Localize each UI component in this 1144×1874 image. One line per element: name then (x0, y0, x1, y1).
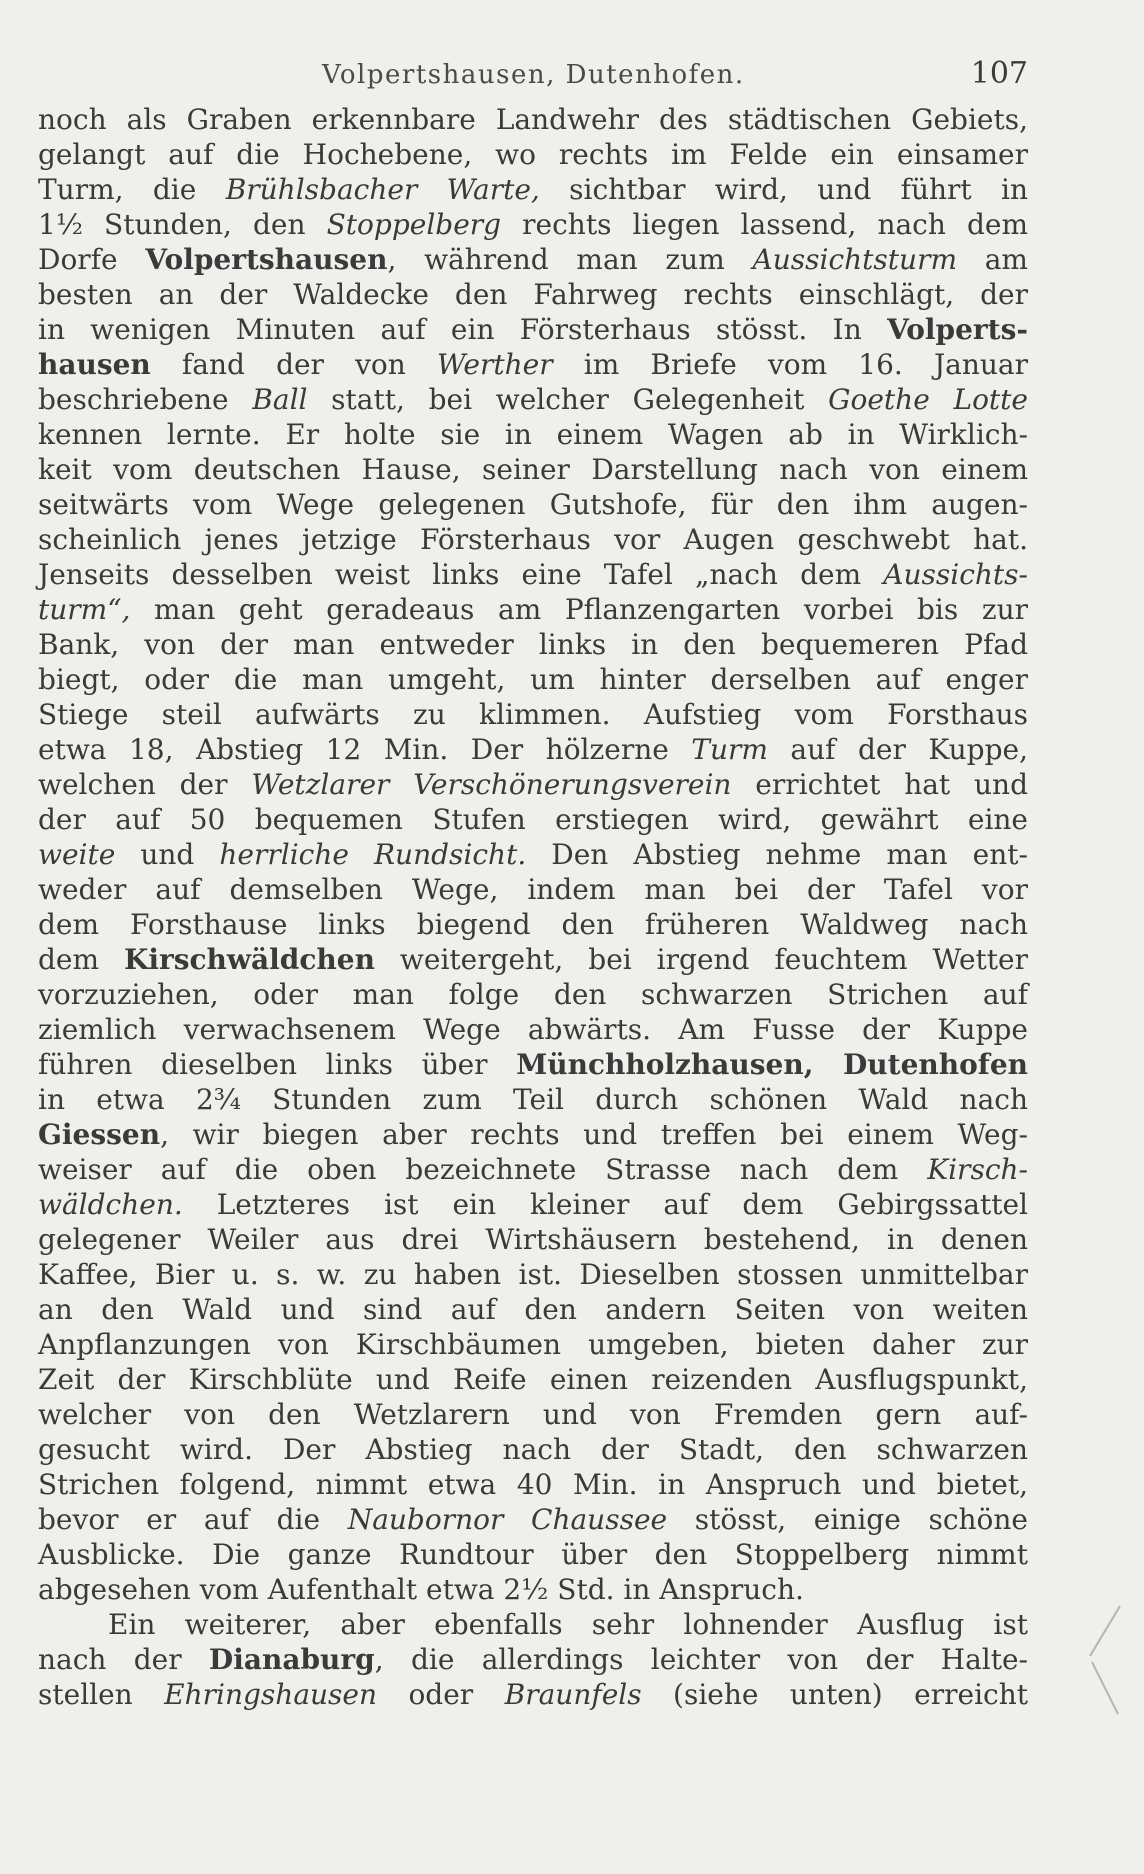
text-line (38, 1187, 1028, 1222)
text-segment: am (957, 243, 1028, 276)
italic-term: Stoppelberg (326, 208, 502, 241)
text-segment: , während man zum (387, 243, 753, 276)
text-segment: , wir biegen aber rechts und treffen bei einem Weg- (160, 1118, 1028, 1151)
italic-term: turm“, (38, 593, 131, 626)
bold-place-name: Kirschwäldchen (124, 943, 375, 976)
running-title: Volpertshausen, Dutenhofen. (322, 60, 745, 90)
text-segment: noch als Graben erkennbare Landwehr des städtischen Gebiets, (38, 103, 1028, 136)
italic-term: Wetzlarer Verschönerungsverein (251, 768, 732, 801)
text-line (38, 662, 1028, 697)
text-segment: in wenigen Minuten auf ein Försterhaus stösst. In (38, 313, 888, 346)
text-segment: dem Forsthause links biegend den früheren Waldweg nach (38, 908, 1028, 941)
text-segment: weder auf demselben Wege, indem man bei der Tafel vor (38, 873, 1028, 906)
text-segment: keit vom deutschen Hause, seiner Darstellung nach von einem (38, 453, 1028, 486)
italic-term: Turm (691, 733, 768, 766)
text-line (38, 557, 1028, 592)
text-segment: gelangt auf die Hochebene, wo rechts im Felde ein einsamer (38, 138, 1028, 171)
text-segment: (siehe unten) erreicht (641, 1678, 1028, 1711)
text-segment: fand der von (150, 348, 437, 381)
text-segment: gesucht wird. Der Abstieg nach der Stadt, den schwarzen (38, 1433, 1028, 1466)
text-line (38, 1152, 1028, 1187)
italic-term: Goethe Lotte (828, 383, 1029, 416)
text-segment: etwa 18, Abstieg 12 Min. Der hölzerne (38, 733, 692, 766)
page-body-text (38, 102, 1028, 1712)
italic-term: Kirsch- (927, 1153, 1028, 1186)
page-number: 107 (970, 56, 1028, 91)
italic-term: Brühlsbacher Warte, (225, 173, 540, 206)
text-line (38, 1467, 1028, 1502)
text-segment: in etwa 2¾ Stunden zum Teil durch schönen Wald nach (38, 1083, 1028, 1116)
text-line (38, 242, 1028, 277)
text-line (38, 977, 1028, 1012)
page-header (38, 56, 1028, 102)
bold-place-name: hausen (38, 348, 151, 381)
text-segment: beschriebene (38, 383, 253, 416)
text-segment: Anpflanzungen von Kirschbäumen umgeben, bieten daher zur (38, 1328, 1028, 1361)
text-segment: Den Abstieg nehme man ent- (526, 838, 1028, 871)
bold-place-name: Volpertshausen (145, 243, 388, 276)
text-segment: rechts liegen lassend, nach dem (501, 208, 1028, 241)
text-line (38, 627, 1028, 662)
text-segment: Stiege steil aufwärts zu klimmen. Aufstieg vom Forsthaus (38, 698, 1028, 731)
text-segment: oder (377, 1678, 505, 1711)
pencil-mark-icon (1084, 1602, 1124, 1732)
text-segment: man geht geradeaus am Pflanzengarten vorbei bis zur (130, 593, 1028, 626)
text-segment: welchen der (38, 768, 252, 801)
text-segment: bevor er auf die (38, 1503, 348, 1536)
italic-term: Aussichtsturm (752, 243, 958, 276)
book-page (38, 56, 1028, 1712)
text-line (38, 767, 1028, 802)
text-segment: Dorfe (38, 243, 146, 276)
text-segment: 1½ Stunden, den (38, 208, 327, 241)
text-line (38, 1362, 1028, 1397)
text-line (38, 872, 1028, 907)
text-line (38, 312, 1028, 347)
italic-term: Braunfels (504, 1678, 642, 1711)
text-segment: im Briefe vom 16. Januar (552, 348, 1029, 381)
text-segment: nach der (38, 1643, 209, 1676)
italic-term: Ball (252, 383, 308, 416)
italic-term: weite (38, 838, 116, 871)
text-segment: Kaffee, Bier u. s. w. zu haben ist. Dieselben stossen unmittelbar (38, 1258, 1028, 1291)
text-line (38, 522, 1028, 557)
italic-term: Werther (436, 348, 553, 381)
italic-term: Aussichts- (883, 558, 1028, 591)
text-line (38, 1327, 1028, 1362)
text-line (38, 172, 1028, 207)
text-line (38, 1047, 1028, 1082)
text-line (38, 207, 1028, 242)
margin-pencil-mark (1084, 1602, 1124, 1732)
text-segment: vorzuziehen, oder man folge den schwarzen Strichen auf (38, 978, 1028, 1011)
text-line (38, 802, 1028, 837)
text-line (38, 1642, 1028, 1677)
text-line (38, 1572, 1028, 1607)
bold-place-name: Volperts- (887, 313, 1028, 346)
text-segment: Strichen folgend, nimmt etwa 40 Min. in Anspruch und bietet, (38, 1468, 1028, 1501)
text-segment: weiser auf die oben bezeichnete Strasse nach dem (38, 1153, 928, 1186)
text-line (38, 1082, 1028, 1117)
text-segment: Letzteres ist ein kleiner auf dem Gebirgssattel (182, 1188, 1028, 1221)
text-line (38, 1222, 1028, 1257)
text-segment: weitergeht, bei irgend feuchtem Wetter (374, 943, 1028, 976)
text-line (38, 1677, 1028, 1712)
text-segment: ziemlich verwachsenem Wege abwärts. Am Fusse der Kuppe (38, 1013, 1028, 1046)
text-line (38, 1117, 1028, 1152)
text-line (38, 382, 1028, 417)
text-line (38, 1537, 1028, 1572)
italic-term: herrliche Rundsicht. (219, 838, 527, 871)
text-segment: seitwärts vom Wege gelegenen Gutshofe, für den ihm augen- (38, 488, 1028, 521)
text-segment: sichtbar wird, und führt in (539, 173, 1029, 206)
text-line (38, 452, 1028, 487)
text-line (38, 592, 1028, 627)
text-line (38, 1397, 1028, 1432)
text-line (38, 942, 1028, 977)
text-segment: Ein weiterer, aber ebenfalls sehr lohnender Ausflug ist (108, 1608, 1028, 1641)
text-line (38, 732, 1028, 767)
text-segment: biegt, oder die man umgeht, um hinter derselben auf enger (38, 663, 1028, 696)
italic-term: Naubornor Chaussee (347, 1503, 668, 1536)
text-line (38, 347, 1028, 382)
text-line (38, 837, 1028, 872)
text-segment: abgesehen vom Aufenthalt etwa 2½ Std. in Anspruch. (38, 1573, 804, 1606)
text-line (38, 907, 1028, 942)
text-segment: statt, bei welcher Gelegenheit (307, 383, 829, 416)
text-segment: scheinlich jenes jetzige Försterhaus vor Augen geschwebt hat. (38, 523, 1028, 556)
bold-place-name: Giessen (38, 1118, 161, 1151)
text-segment: Turm, die (38, 173, 226, 206)
text-line (38, 1432, 1028, 1467)
text-line (38, 1292, 1028, 1327)
text-line (38, 697, 1028, 732)
text-segment: und (115, 838, 220, 871)
text-segment: auf der Kuppe, (767, 733, 1028, 766)
text-line (38, 1012, 1028, 1047)
text-line (38, 1502, 1028, 1537)
text-segment: an den Wald und sind auf den andern Seiten von weiten (38, 1293, 1028, 1326)
italic-term: Ehringshausen (164, 1678, 378, 1711)
text-line (38, 137, 1028, 172)
text-line (38, 102, 1028, 137)
text-line (38, 487, 1028, 522)
text-segment: der auf 50 bequemen Stufen erstiegen wird, gewährt eine (38, 803, 1028, 836)
text-segment: kennen lernte. Er holte sie in einem Wagen ab in Wirklich- (38, 418, 1028, 451)
text-segment: errichtet hat und (731, 768, 1028, 801)
text-segment: stösst, einige schöne (667, 1503, 1028, 1536)
text-segment: gelegener Weiler aus drei Wirtshäusern bestehend, in denen (38, 1223, 1028, 1256)
text-line (38, 1607, 1028, 1642)
bold-place-name: Münchholzhausen, Dutenhofen (516, 1048, 1028, 1081)
text-segment: welcher von den Wetzlarern und von Fremden gern auf- (38, 1398, 1028, 1431)
text-segment: stellen (38, 1678, 165, 1711)
text-segment: Jenseits desselben weist links eine Tafel „nach dem (38, 558, 884, 591)
text-line (38, 1257, 1028, 1292)
text-segment: besten an der Waldecke den Fahrweg rechts einschlägt, der (38, 278, 1028, 311)
text-segment: Ausblicke. Die ganze Rundtour über den Stoppelberg nimmt (38, 1538, 1028, 1571)
text-segment: , die allerdings leichter von der Halte- (374, 1643, 1028, 1676)
bold-place-name: Dianaburg (208, 1643, 375, 1676)
text-segment: führen dieselben links über (38, 1048, 517, 1081)
text-segment: Zeit der Kirschblüte und Reife einen reizenden Ausflugspunkt, (38, 1363, 1028, 1396)
text-segment: dem (38, 943, 125, 976)
text-segment: Bank, von der man entweder links in den bequemeren Pfad (38, 628, 1028, 661)
text-line (38, 417, 1028, 452)
italic-term: wäldchen. (38, 1188, 183, 1221)
text-line (38, 277, 1028, 312)
